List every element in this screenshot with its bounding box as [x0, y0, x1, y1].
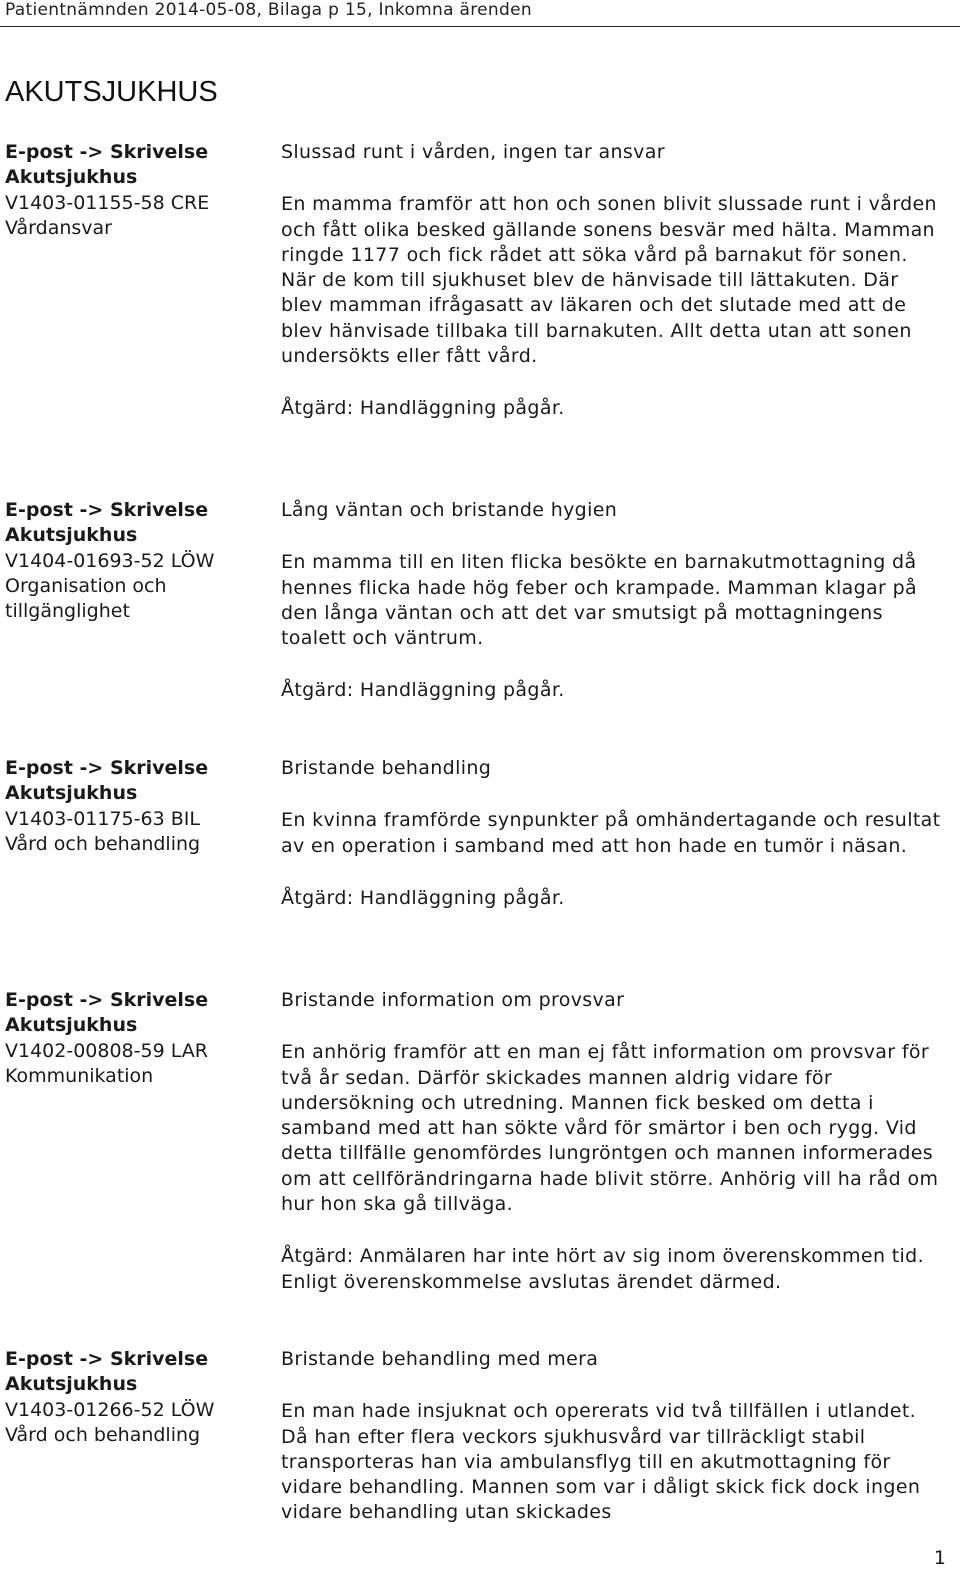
case-content	[281, 498, 941, 704]
case-body: En mamma framför att hon och sonen blivit slussade runt i vården och fått olika besked gällande sonens besvär med hälta. Mamman ringde 1177 och fick rådet att söka vård på barnakut för sonen. När de kom till sjukhuset blev de hänvisade till lättakuten. Där blev mamman ifrågasatt av läkaren och det slutade med att de blev hänvisade tillbaka till barnakuten. Allt detta utan att sonen undersökts eller fått vård.	[281, 193, 937, 368]
case-category: Vård och behandling	[5, 832, 201, 855]
case-unit: Akutsjukhus	[5, 782, 138, 805]
case-channel: E-post -> Skrivelse	[5, 757, 209, 779]
case-unit: Akutsjukhus	[5, 1014, 138, 1037]
case-action: Åtgärd: Handläggning pågår.	[281, 397, 565, 420]
case-id: V1402-00808-59 LAR	[5, 1039, 208, 1062]
case-unit: Akutsjukhus	[5, 524, 138, 547]
case-body: En kvinna framförde synpunkter på omhändertagande och resultat av en operation i samband med att hon hade en tumör i näsan.	[281, 809, 941, 857]
case-meta	[5, 1347, 270, 1448]
case-meta	[5, 756, 270, 857]
case-content	[281, 140, 941, 422]
case-body: En man hade insjuknat och opererats vid två tillfällen i utlandet. Då han efter flera veckors sjukhusvård var tillräckligt stabil transporteras han via ambulansflyg till en akutmottagning för vidare behandling. Mannen som var i dåligt skick fick dock ingen vidare behandling utan skickades	[281, 1400, 921, 1524]
case-meta	[5, 988, 270, 1089]
case-id: V1404-01693-52 LÖW	[5, 549, 215, 572]
case-id: V1403-01266-52 LÖW	[5, 1398, 215, 1421]
case-action: Åtgärd: Handläggning pågår.	[281, 679, 565, 702]
case-content	[281, 756, 941, 911]
case-channel: E-post -> Skrivelse	[5, 499, 209, 521]
case-action: Åtgärd: Anmälaren har inte hört av sig inom överenskommen tid. Enligt överenskommelse avslutas ärendet därmed.	[281, 1245, 924, 1293]
case-channel: E-post -> Skrivelse	[5, 1348, 209, 1370]
case-id: V1403-01155-58 CRE	[5, 191, 210, 214]
case-category: Vård och behandling	[5, 1423, 201, 1446]
case-heading: Bristande information om provsvar	[281, 989, 625, 1011]
case-body: En mamma till en liten flicka besökte en barnakutmottagning då hennes flicka hade hög feber och krampade. Mamman klagar på den långa väntan och att det var smutsigt på mottagningens toalett och väntrum.	[281, 551, 917, 650]
case-category: Organisation och tillgänglighet	[5, 574, 167, 623]
document-header: Patientnämnden 2014-05-08, Bilaga p 15, Inkomna ärenden	[5, 0, 532, 20]
case-heading: Bristande behandling med mera	[281, 1348, 599, 1370]
case-id: V1403-01175-63 BIL	[5, 807, 200, 830]
case-meta	[5, 498, 270, 624]
header-divider	[0, 26, 960, 27]
case-category: Kommunikation	[5, 1064, 154, 1087]
section-title: AKUTSJUKHUS	[5, 76, 218, 108]
case-channel: E-post -> Skrivelse	[5, 141, 209, 163]
case-channel: E-post -> Skrivelse	[5, 989, 209, 1011]
case-action: Åtgärd: Handläggning pågår.	[281, 886, 565, 909]
case-body: En anhörig framför att en man ej fått information om provsvar för två år sedan. Därför skickades mannen aldrig vidare för undersökning och utredning. Mannen fick besked om detta i samband med att han sökte vård för smärtor i ben och rygg. Vid detta tillfälle genomfördes lungröntgen och mannen informerades om att cellförändringarna hade blivit större. Anhörig vill ha råd om hur hon ska gå tillväga.	[281, 1041, 939, 1216]
page-number: 1	[933, 1547, 946, 1569]
case-unit: Akutsjukhus	[5, 166, 138, 189]
case-content	[281, 1347, 941, 1526]
case-unit: Akutsjukhus	[5, 1373, 138, 1396]
case-category: Vårdansvar	[5, 216, 112, 239]
case-heading: Slussad runt i vården, ingen tar ansvar	[281, 141, 665, 163]
case-meta	[5, 140, 270, 241]
case-content	[281, 988, 941, 1295]
case-heading: Bristande behandling	[281, 757, 492, 779]
case-heading: Lång väntan och bristande hygien	[281, 499, 618, 521]
